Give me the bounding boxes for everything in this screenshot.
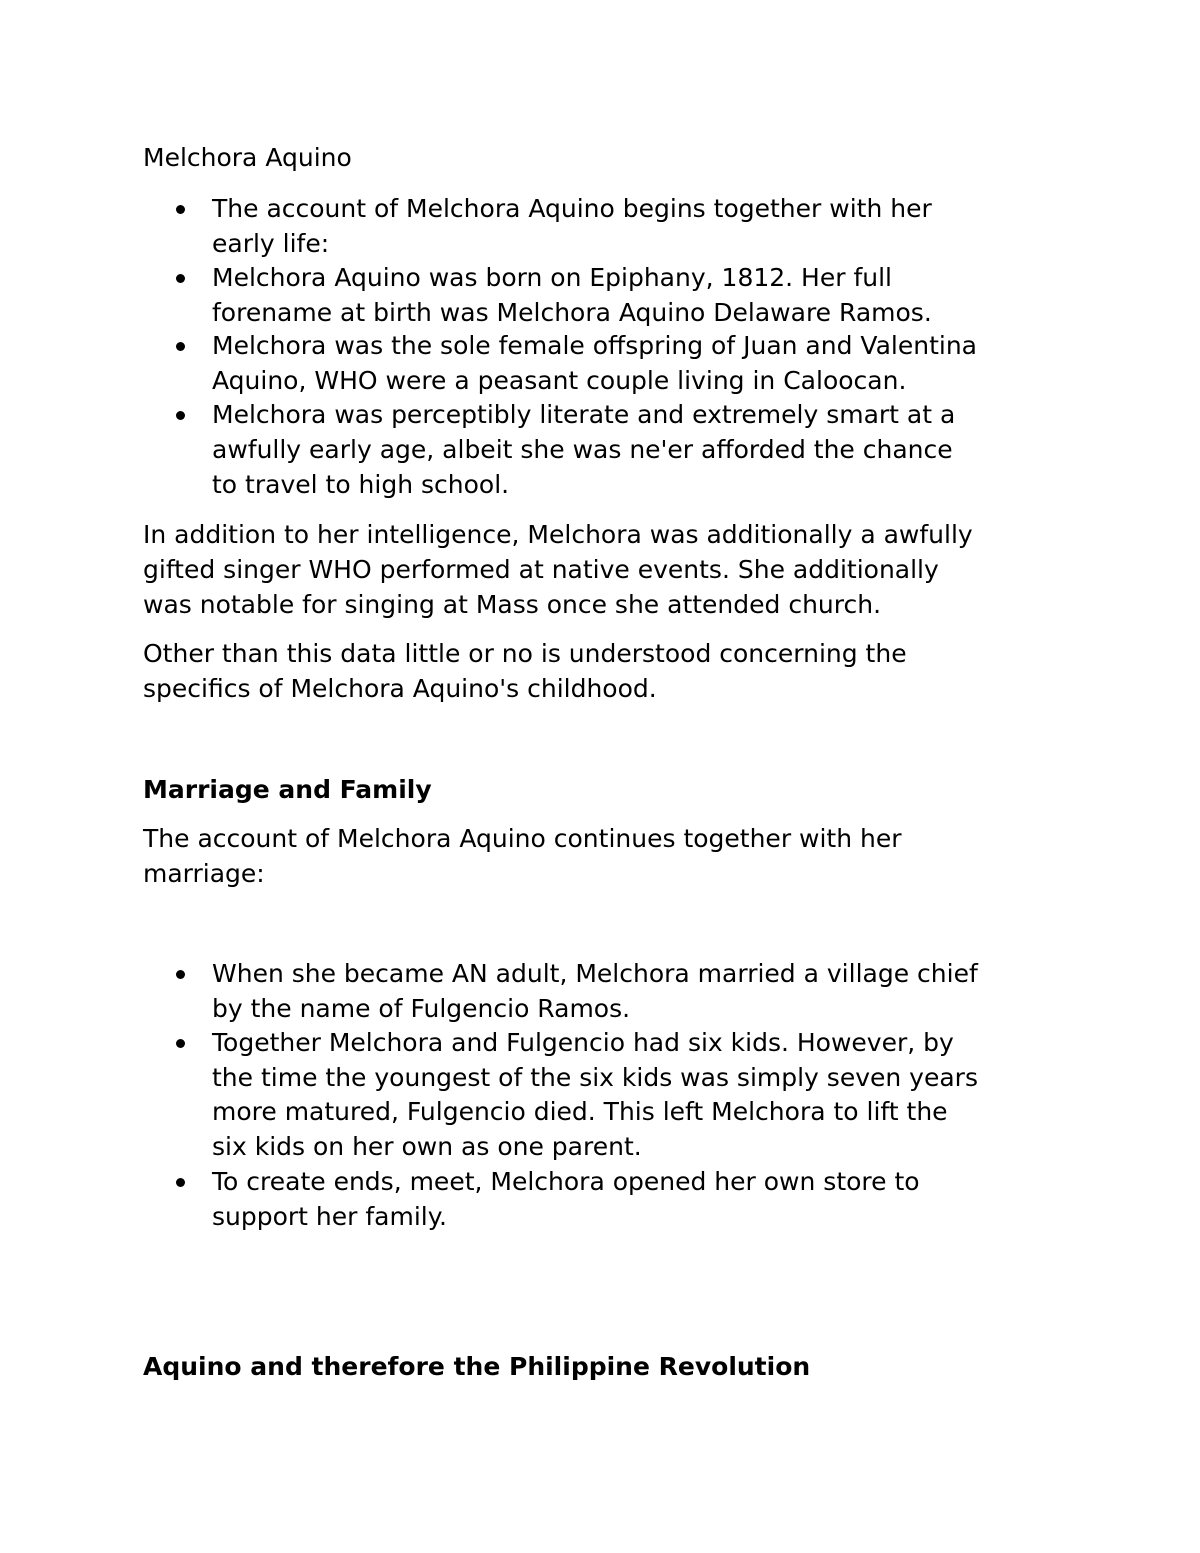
bullet-icon <box>176 970 185 979</box>
bullet-icon <box>176 1178 185 1187</box>
bullet-line: To create ends, meet, Melchora opened her own store to <box>212 1167 920 1196</box>
bullet-line: Melchora was perceptibly literate and extremely smart at a <box>212 400 956 429</box>
bullet-icon <box>176 342 185 351</box>
bullet-icon <box>176 205 185 214</box>
bullet-icon <box>176 1039 185 1048</box>
paragraph-line: specifics of Melchora Aquino's childhood. <box>143 674 657 703</box>
paragraph-line: gifted singer WHO performed at native events. She additionally <box>143 555 939 584</box>
bullet-line: by the name of Fulgencio Ramos. <box>212 994 631 1023</box>
bullet-line: support her family. <box>212 1202 447 1231</box>
document-title: Melchora Aquino <box>143 143 352 172</box>
bullet-icon <box>176 274 185 283</box>
bullet-line: Melchora Aquino was born on Epiphany, 1812. Her full <box>212 263 892 292</box>
paragraph-line: Other than this data little or no is understood concerning the <box>143 639 907 668</box>
bullet-line: When she became AN adult, Melchora married a village chief <box>212 959 978 988</box>
paragraph-line: The account of Melchora Aquino continues together with her <box>143 824 902 853</box>
bullet-line: The account of Melchora Aquino begins together with her <box>212 194 932 223</box>
paragraph-line: In addition to her intelligence, Melchora was additionally a awfully <box>143 520 973 549</box>
paragraph-line: was notable for singing at Mass once she attended church. <box>143 590 882 619</box>
bullet-line: the time the youngest of the six kids was simply seven years <box>212 1063 978 1092</box>
bullet-line: six kids on her own as one parent. <box>212 1132 642 1161</box>
section-heading-marriage: Marriage and Family <box>143 775 432 804</box>
bullet-line: Together Melchora and Fulgencio had six kids. However, by <box>212 1028 954 1057</box>
bullet-line: Aquino, WHO were a peasant couple living in Caloocan. <box>212 366 907 395</box>
bullet-line: early life: <box>212 229 330 258</box>
bullet-line: forename at birth was Melchora Aquino Delaware Ramos. <box>212 298 932 327</box>
bullet-line: Melchora was the sole female offspring of Juan and Valentina <box>212 331 977 360</box>
bullet-line: more matured, Fulgencio died. This left Melchora to lift the <box>212 1097 948 1126</box>
section-heading-revolution: Aquino and therefore the Philippine Revolution <box>143 1352 811 1381</box>
bullet-line: awfully early age, albeit she was ne'er afforded the chance <box>212 435 953 464</box>
paragraph-line: marriage: <box>143 859 265 888</box>
bullet-icon <box>176 411 185 420</box>
bullet-line: to travel to high school. <box>212 470 510 499</box>
